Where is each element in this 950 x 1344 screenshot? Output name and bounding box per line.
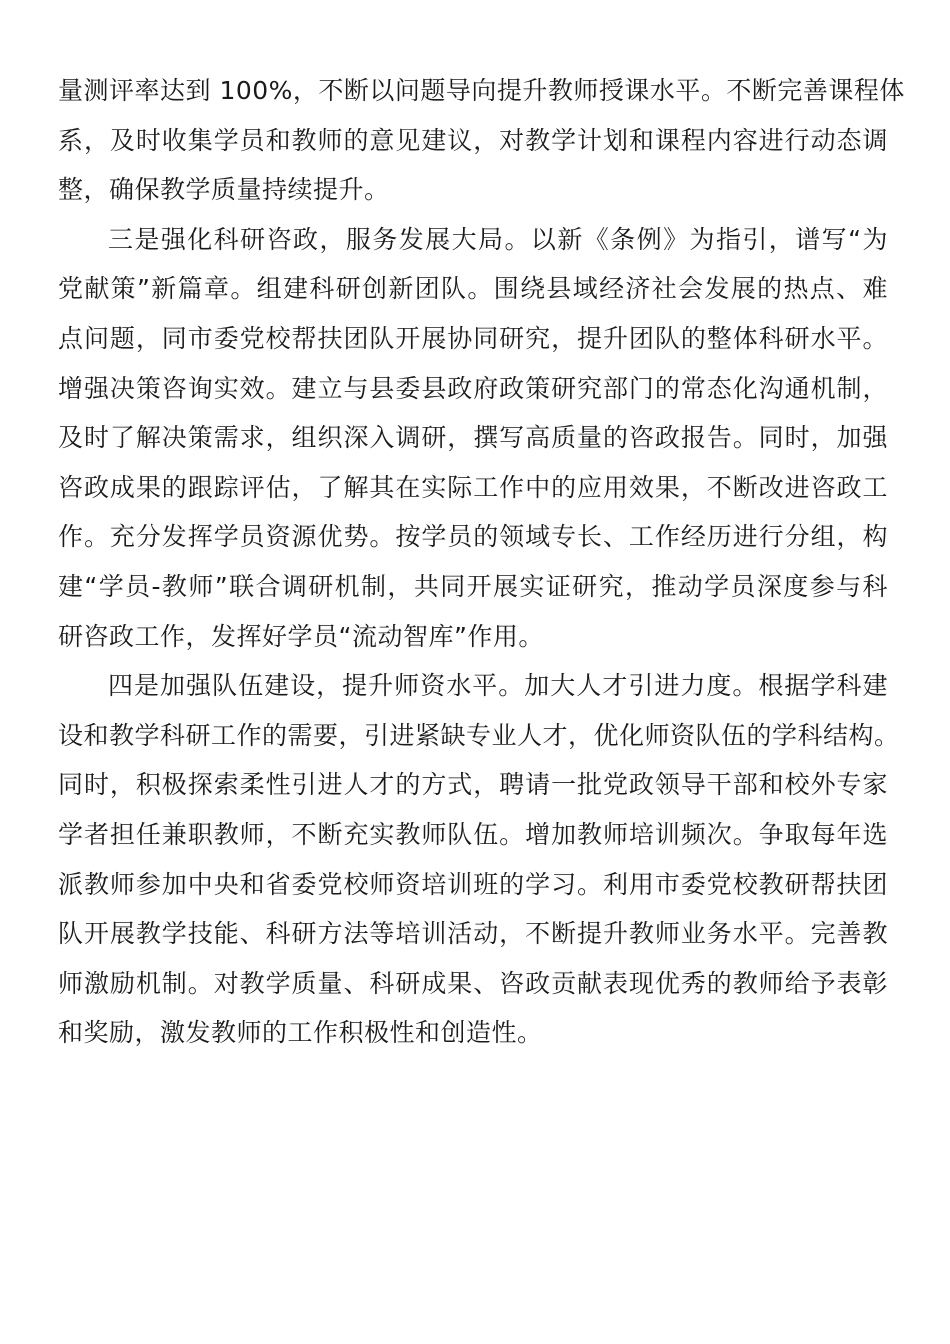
paragraph-line: 整，确保教学质量持续提升。 xyxy=(58,175,390,205)
paragraph-line: 派教师参加中央和省委党校师资培训班的学习。利用市委党校教研帮扶团 xyxy=(58,869,888,899)
paragraph-line: 建“学员-教师”联合调研机制，共同开展实证研究，推动学员深度参与科 xyxy=(58,571,888,601)
paragraph-line: 学者担任兼职教师，不断充实教师队伍。增加教师培训频次。争取每年选 xyxy=(58,819,888,849)
paragraph-line: 和奖励，激发教师的工作积极性和创造性。 xyxy=(58,1018,543,1048)
paragraph-line: 及时了解决策需求，组织深入调研，撰写高质量的咨政报告。同时，加强 xyxy=(58,423,888,453)
paragraph-line: 设和教学科研工作的需要，引进紧缺专业人才，优化师资队伍的学科结构。 xyxy=(58,720,900,750)
paragraph-line: 系，及时收集学员和教师的意见建议，对教学计划和课程内容进行动态调 xyxy=(58,125,888,155)
paragraph-line: 四是加强队伍建设，提升师资水平。加大人才引进力度。根据学科建 xyxy=(108,671,888,701)
paragraph-line: 作。充分发挥学员资源优势。按学员的领域专长、工作经历进行分组，构 xyxy=(58,522,888,552)
paragraph-line: 研咨政工作，发挥好学员“流动智库”作用。 xyxy=(58,621,544,651)
document-body xyxy=(58,66,905,1058)
paragraph-line: 师激励机制。对教学质量、科研成果、咨政贡献表现优秀的教师给予表彰 xyxy=(58,968,888,998)
paragraph-line: 量测评率达到 100%，不断以问题导向提升教师授课水平。不断完善课程体 xyxy=(58,76,905,105)
paragraph-2 xyxy=(58,215,888,661)
paragraph-line: 点问题，同市委党校帮扶团队开展协同研究，提升团队的整体科研水平。 xyxy=(58,323,888,353)
paragraph-1 xyxy=(58,66,905,215)
paragraph-line: 党献策”新篇章。组建科研创新团队。围绕县域经济社会发展的热点、难 xyxy=(58,274,888,304)
paragraph-line: 三是强化科研咨政，服务发展大局。以新《条例》为指引，谱写“为 xyxy=(108,224,888,254)
paragraph-line: 增强决策咨询实效。建立与县委县政府政策研究部门的常态化沟通机制， xyxy=(58,373,888,403)
paragraph-line: 队开展教学技能、科研方法等培训活动，不断提升教师业务水平。完善教 xyxy=(58,919,888,949)
paragraph-3 xyxy=(58,661,900,1058)
paragraph-line: 咨政成果的跟踪评估，了解其在实际工作中的应用效果，不断改进咨政工 xyxy=(58,472,888,502)
paragraph-line: 同时，积极探索柔性引进人才的方式，聘请一批党政领导干部和校外专家 xyxy=(58,770,888,800)
